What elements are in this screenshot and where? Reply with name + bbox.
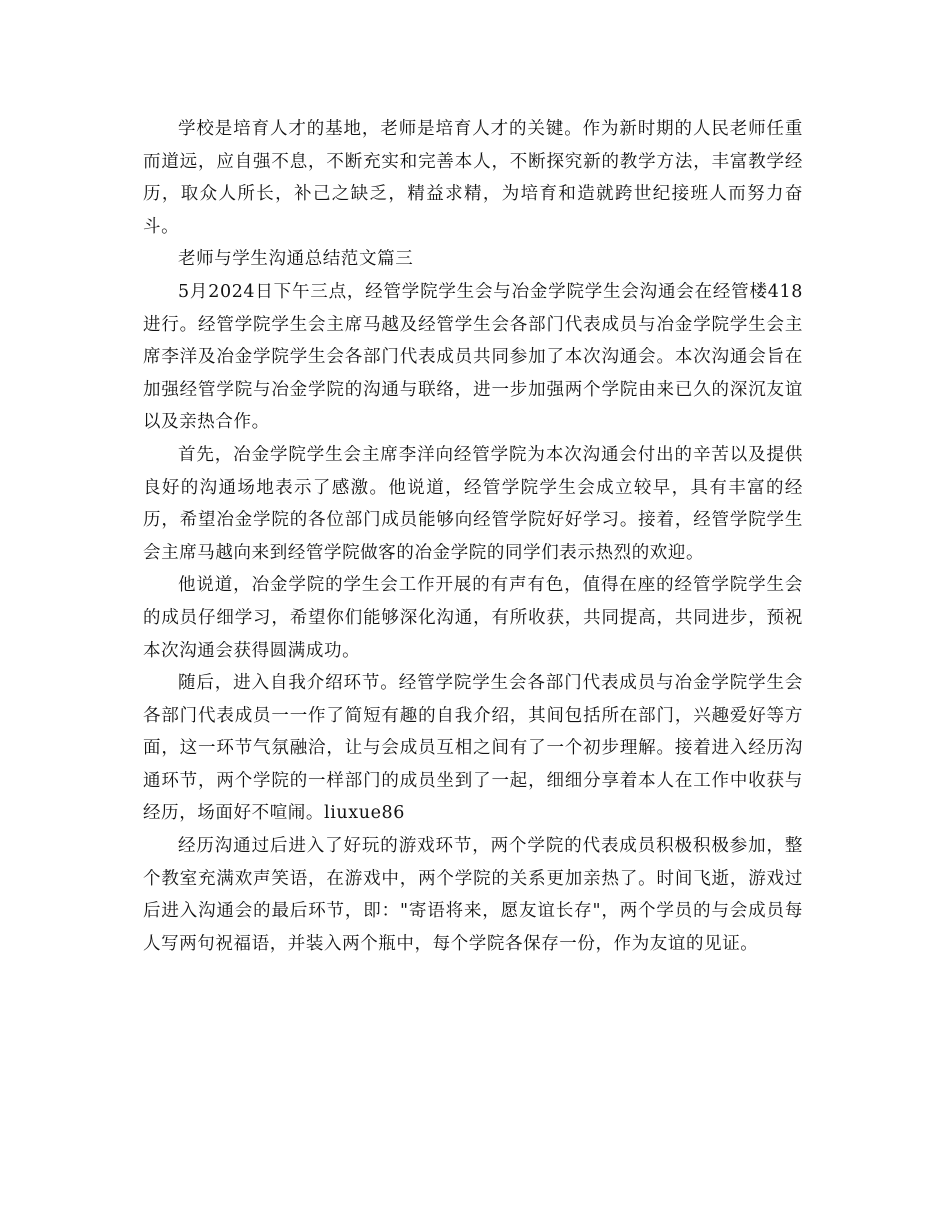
paragraph-introductions: 随后，进入自我介绍环节。经管学院学生会各部门代表成员与冶金学院学生会各部门代表成员一一作了简短有趣的自我介绍，其间包括所在部门，兴趣爱好等方面，这一环节气氛融洽，让与会成员互相之间有了一个初步理解。接着进入经历沟通环节，两个学院的一样部门的成员坐到了一起，细细分享着本人在工作中收获与经历，场面好不喧闹。liuxue86 <box>143 673 803 824</box>
document-body <box>143 113 803 960</box>
paragraph-meeting: 5月2024日下午三点，经管学院学生会与冶金学院学生会沟通会在经管楼418进行。经管学院学生会主席马越及经管学生会各部门代表成员与冶金学院学生会主席李洋及冶金学院学生会各部门代表成员共同参加了本次沟通会。本次沟通会旨在加强经管学院与冶金学院的沟通与联络，进一步加强两个学院由来已久的深沉友谊以及亲热合作。 <box>143 281 803 433</box>
section-heading: 老师与学生沟通总结范文篇三 <box>178 249 414 270</box>
paragraph-speech: 他说道，冶金学院的学生会工作开展的有声有色，值得在座的经管学院学生会的成员仔细学习，希望你们能够深化沟通，有所收获，共同提高，共同进步，预祝本次沟通会获得圆满成功。 <box>143 575 803 661</box>
paragraph-games: 经历沟通过后进入了好玩的游戏环节，两个学院的代表成员积极积极参加，整个教室充满欢声笑语，在游戏中，两个学院的关系更加亲热了。时间飞逝，游戏过后进入沟通会的最后环节，即："寄语将来，愿友谊长存"，两个学员的与会成员每人写两句祝福语，并装入两个瓶中，每个学院各保存一份，作为友谊的见证。 <box>143 836 803 954</box>
paragraph-first: 首先，冶金学院学生会主席李洋向经管学院为本次沟通会付出的辛苦以及提供良好的沟通场地表示了感激。他说道，经管学院学生会成立较早，具有丰富的经历，希望冶金学院的各位部门成员能够向经管学院好好学习。接着，经管学院学生会主席马越向来到经管学院做客的冶金学院的同学们表示热烈的欢迎。 <box>143 444 803 563</box>
paragraph-intro: 学校是培育人才的基地，老师是培育人才的关键。作为新时期的人民老师任重而道远，应自强不息，不断充实和完善本人，不断探究新的教学方法，丰富教学经历，取众人所长，补己之缺乏，精益求精，为培育和造就跨世纪接班人而努力奋斗。 <box>143 119 803 237</box>
